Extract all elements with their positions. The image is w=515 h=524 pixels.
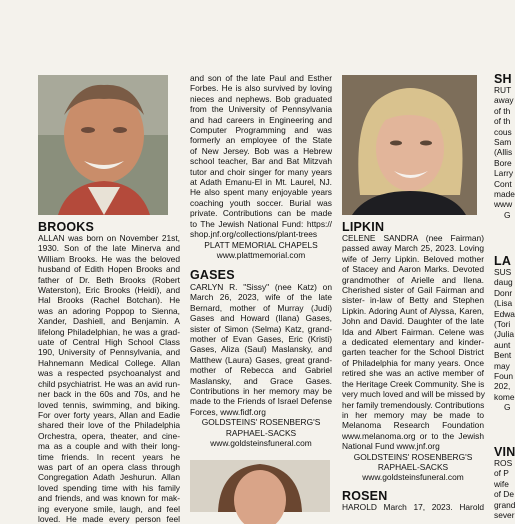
text-line: Cherished sister of Gail Fairman and bbox=[342, 285, 484, 296]
text-line: (Allis bbox=[494, 147, 513, 158]
text-line: mother of Evan Gases, Eric (Kristi) bbox=[190, 334, 332, 345]
text-line: lifelong Philadelphian, he was a grad- bbox=[38, 326, 180, 337]
text-line: loved. He made every person feel bbox=[38, 513, 180, 524]
text-line: passed away March 25, 2023. Loving bbox=[342, 243, 484, 254]
text-line: Forces, www.fidf.org bbox=[190, 406, 266, 417]
text-line: G bbox=[504, 209, 511, 220]
obituary-text-brooks bbox=[38, 233, 180, 524]
text-line: Xander, Dashiell, and Benjamin. A bbox=[38, 316, 180, 327]
photo-brooks bbox=[38, 75, 168, 215]
obituary-text-lipkin bbox=[342, 233, 484, 483]
text-line: garten teacher for the School District bbox=[342, 347, 484, 358]
text-line: at Adath Emanu-El in Mt. Laurel, NJ. bbox=[190, 177, 332, 188]
text-line: retired she was an active member of bbox=[342, 368, 484, 379]
text-line: school teacher, Bar and Bat Mitzvah bbox=[190, 156, 332, 167]
obituary-name-gases: GASES bbox=[190, 268, 235, 282]
text-line: was an adoring Poppop to Sienna, bbox=[38, 305, 180, 316]
text-line: RUT bbox=[494, 85, 512, 95]
text-line: ma as a couple and with their long- bbox=[38, 441, 180, 452]
text-line: of th bbox=[494, 105, 511, 116]
text-line: www.melanoma.org or to the Jewish bbox=[342, 430, 484, 441]
text-line: shared their love of the Philadelphia bbox=[38, 420, 180, 431]
funeral-home-name: GOLDSTEINS' ROSENBERG'S bbox=[201, 417, 321, 428]
text-line: Ida and Albert Fairman. Celene was bbox=[342, 326, 484, 337]
funeral-home-url: www.plattmemorial.com bbox=[216, 249, 306, 260]
text-line: and friends, and was known for mak- bbox=[38, 493, 180, 504]
text-line: Cont bbox=[494, 178, 512, 189]
funeral-home-url: www.goldsteinsfuneral.com bbox=[210, 438, 312, 449]
text-line: husband of Edith Hopen Brooks and bbox=[38, 264, 180, 275]
text-line: of th bbox=[494, 116, 511, 127]
text-line: Contributions in her memory may be bbox=[190, 386, 332, 397]
obituary-name-sh: SH bbox=[494, 72, 512, 86]
text-line: private. Contributions can be made bbox=[190, 208, 332, 219]
text-line: in her memory may be made to bbox=[342, 409, 484, 420]
obituary-text-gases bbox=[190, 282, 332, 449]
text-line: Maslansky, and Grace Gases. bbox=[190, 375, 332, 386]
obituary-text-la bbox=[494, 267, 515, 413]
text-line: father of Dr. Beth Brooks (Robert bbox=[38, 274, 180, 285]
text-line: ROS bbox=[494, 458, 513, 468]
text-line: Matthew (Laura) Gases, great grand- bbox=[190, 354, 332, 365]
text-line: Edwa bbox=[494, 308, 515, 319]
photo-gases bbox=[190, 460, 330, 512]
text-line: 190, University of Pennsylvania, and bbox=[38, 347, 180, 358]
text-line: daug bbox=[494, 277, 513, 288]
text-line: may bbox=[494, 360, 510, 371]
text-line: was part of an opera class through bbox=[38, 461, 180, 472]
funeral-home-name: GOLDSTEINS' ROSENBERG'S bbox=[353, 451, 473, 462]
text-line: www bbox=[494, 199, 513, 210]
obituary-name-lipkin: LIPKIN bbox=[342, 220, 385, 234]
text-line: grand bbox=[494, 499, 515, 510]
text-line: Bent bbox=[494, 350, 512, 361]
text-line: kome bbox=[494, 391, 515, 402]
text-line: sister of Simon (Selma) Katz, grand- bbox=[190, 323, 332, 334]
obituary-name-rosen: ROSEN bbox=[342, 489, 388, 503]
text-line: a dedicated elementary and kinder- bbox=[342, 337, 484, 348]
text-line: Donr bbox=[494, 287, 513, 298]
text-line: cous bbox=[494, 126, 512, 137]
text-line: of De bbox=[494, 489, 515, 500]
text-line: Forbes. He is also survived by loving bbox=[190, 83, 332, 94]
text-line: Congregation Adath Jeshurun. Allan bbox=[38, 472, 180, 483]
obituary-text-rosen bbox=[342, 502, 484, 512]
obituary-text-forbes-continued bbox=[190, 73, 332, 260]
text-line: Melanoma Research Foundation bbox=[342, 420, 484, 431]
text-line: 1930. Son of the late Minerva and bbox=[38, 243, 180, 254]
text-line: Bernard, mother of Murray (Judi) bbox=[190, 302, 332, 313]
text-line: National Fund www.jnf.org bbox=[342, 441, 440, 452]
text-line: was a respected psychoanalyst and bbox=[38, 368, 180, 379]
text-line: ing everyone smile, laugh, and feel bbox=[38, 503, 180, 514]
text-line: Hahnemann Medical College. Allan bbox=[38, 357, 180, 368]
text-line: Hal Brooks (Rachel Botchan). He bbox=[38, 295, 180, 306]
funeral-home-url: www.goldsteinsfuneral.com bbox=[362, 472, 464, 483]
text-line: child psychiatrist. He was an avid run- bbox=[38, 378, 180, 389]
text-line: Lipkin. Adoring Aunt of Alyssa, Karen, bbox=[342, 305, 484, 316]
text-line: Waterston), Eric Brooks (Heidi), and bbox=[38, 285, 180, 296]
text-line: For over forty years, Allan and Eadie bbox=[38, 409, 180, 420]
text-line: of P bbox=[494, 468, 509, 479]
text-line: March 26, 2023, wife of the late bbox=[190, 292, 332, 303]
text-line: to The Jewish National Fund: https:// bbox=[190, 218, 332, 229]
text-line: away bbox=[494, 95, 514, 106]
text-line: He also spent many enjoyable years bbox=[190, 187, 332, 198]
text-line: very much loved and will be missed by bbox=[342, 389, 485, 400]
obituary-name-vin: VIN bbox=[494, 445, 515, 459]
text-line: Gases and Howard (Ilana) Gases, bbox=[190, 313, 332, 324]
text-line: Orchestra, opera, theater, and cine- bbox=[38, 430, 180, 441]
text-line: time friends. In recent years he bbox=[38, 451, 180, 462]
text-line: loved spending time with his family bbox=[38, 482, 180, 493]
text-line: SUS bbox=[494, 267, 512, 277]
text-line: ner back in the 60s and 70s, and he bbox=[38, 389, 180, 400]
text-line: wife bbox=[494, 478, 509, 489]
text-line: Gases, Aliza (Saul) Maslansky, and bbox=[190, 344, 332, 355]
obituary-text-vin bbox=[494, 458, 515, 521]
text-line: aunt bbox=[494, 339, 511, 350]
text-line: ALLAN was born on November 21st, bbox=[38, 233, 180, 243]
text-line: grandmother of Arielle and Ilena. bbox=[342, 274, 484, 285]
text-line: of Stacey and Aaron Marks. Devoted bbox=[342, 264, 484, 275]
text-line: her family tremendously. Contributions bbox=[342, 399, 485, 410]
text-line: William Brooks. He was the beloved bbox=[38, 253, 180, 264]
text-line: mother of Rebecca and Gabriel bbox=[190, 365, 332, 376]
text-line: Sam bbox=[494, 137, 512, 148]
text-line: of Philadelphia for many years. Once bbox=[342, 357, 484, 368]
text-line: of New Jersey. Bob was a Hebrew bbox=[190, 145, 332, 156]
obituary-name-brooks: BROOKS bbox=[38, 220, 95, 234]
text-line: loved tennis, swimming, and biking. bbox=[38, 399, 180, 410]
funeral-home-name: RAPHAEL-SACKS bbox=[225, 427, 297, 438]
text-line: made bbox=[494, 189, 515, 200]
text-line: 202, bbox=[494, 381, 511, 392]
text-line: sister- in-law of Betty and Stephen bbox=[342, 295, 484, 306]
text-line: Computer Programming and was bbox=[190, 125, 332, 136]
text-line: wife of Jerry Lipkin. Beloved mother bbox=[342, 253, 484, 264]
text-line: (Julia bbox=[494, 329, 515, 340]
obituary-text-sh bbox=[494, 85, 515, 220]
text-line: shop.jnf.org/collections/plant-trees bbox=[190, 229, 318, 240]
text-line: G bbox=[504, 402, 511, 413]
text-line: HAROLD March 17, 2023. Harold bbox=[342, 502, 484, 512]
text-line: tutor and choir singer for many years bbox=[190, 166, 332, 177]
text-line: and son of the late Paul and Esther bbox=[190, 73, 332, 83]
funeral-home-name: PLATT MEMORIAL CHAPELS bbox=[204, 239, 318, 250]
text-line: and had careers in Engineering and bbox=[190, 114, 332, 125]
text-line: John and David. Daughter of the late bbox=[342, 316, 484, 327]
text-line: Bore bbox=[494, 157, 512, 168]
text-line: nieces and nephews. Bob graduated bbox=[190, 93, 332, 104]
text-line: uate of Central High School Class bbox=[38, 337, 180, 348]
text-line: made to the Friends of Israel Defense bbox=[190, 396, 332, 407]
text-line: CELENE SANDRA (nee Fairman) bbox=[342, 233, 484, 243]
text-line: Foun bbox=[494, 371, 514, 382]
text-line: CARLYN R. "Sissy" (nee Katz) on bbox=[190, 282, 332, 292]
text-line: (Tori bbox=[494, 319, 511, 330]
text-line: (Lisa bbox=[494, 298, 513, 309]
text-line: coaching youth soccer. Burial was bbox=[190, 197, 332, 208]
text-line: sever bbox=[494, 510, 515, 521]
text-line: from the University of Pennsylvania bbox=[190, 104, 332, 115]
photo-lipkin bbox=[342, 75, 477, 215]
text-line: the Heritage Creek Community. She is bbox=[342, 378, 485, 389]
obituary-name-la: LA bbox=[494, 254, 512, 268]
text-line: formerly an employee of the State bbox=[190, 135, 332, 146]
funeral-home-name: RAPHAEL-SACKS bbox=[377, 461, 449, 472]
text-line: Larry bbox=[494, 168, 514, 179]
